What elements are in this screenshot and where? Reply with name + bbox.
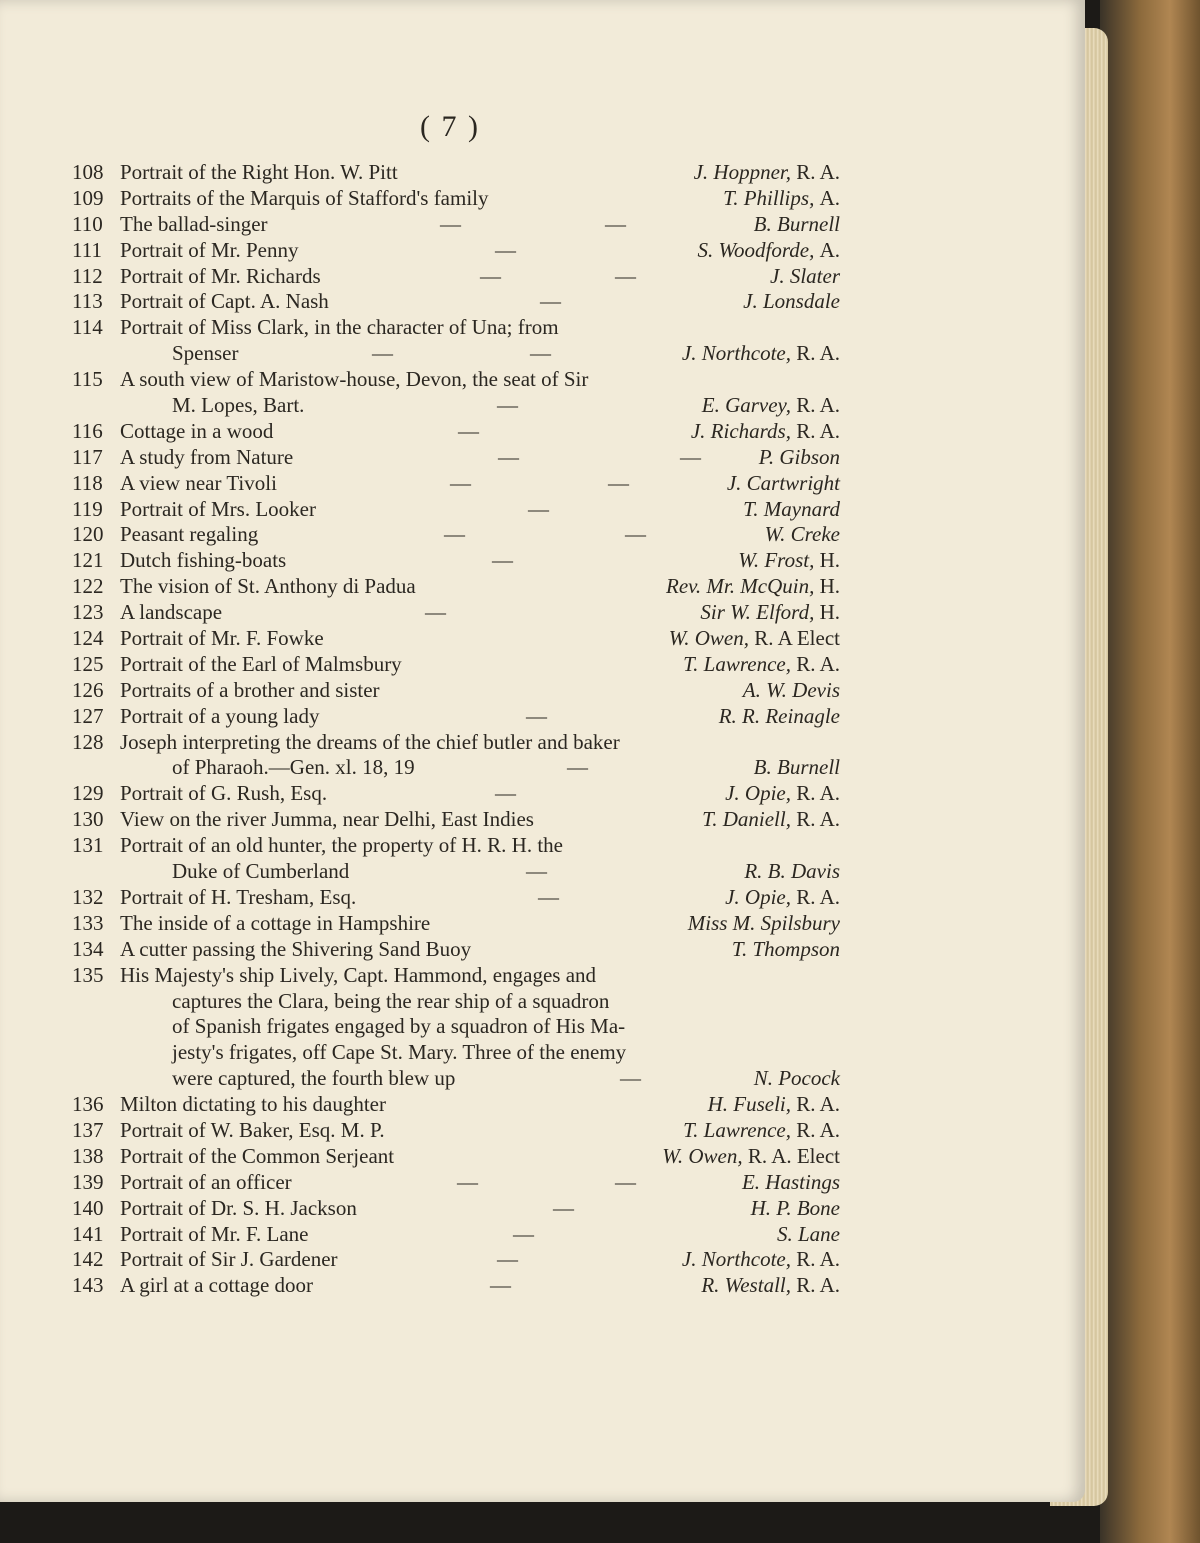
catalogue-line bbox=[0, 937, 1085, 963]
entry-number: 139 bbox=[72, 1169, 104, 1194]
entry-title: Cottage in a wood bbox=[120, 418, 274, 443]
entry-dash: — bbox=[497, 1247, 518, 1272]
entry-artist bbox=[738, 548, 840, 574]
entry-dash: — bbox=[605, 211, 626, 236]
catalogue-line bbox=[0, 807, 1085, 833]
entry-number: 135 bbox=[72, 962, 104, 987]
entry-number: 133 bbox=[72, 910, 104, 935]
catalogue-line bbox=[0, 212, 1085, 238]
catalogue-line bbox=[0, 1040, 1085, 1066]
entry-number: 122 bbox=[72, 574, 104, 599]
entry-title: Portrait of G. Rush, Esq. bbox=[120, 781, 328, 806]
entry-number: 127 bbox=[72, 703, 104, 728]
entry-dash: — bbox=[444, 522, 465, 547]
entry-artist bbox=[702, 393, 840, 419]
artist-name: R. R. Reinagle bbox=[718, 703, 840, 728]
entry-artist bbox=[765, 522, 840, 548]
entry-number: 119 bbox=[72, 496, 103, 521]
artist-rank: R. A. bbox=[796, 393, 840, 418]
entry-title: Spenser bbox=[172, 341, 239, 366]
artist-name: A. W. Devis bbox=[742, 677, 840, 702]
catalogue-line bbox=[0, 1222, 1085, 1248]
catalogue-line bbox=[0, 859, 1085, 885]
catalogue-line bbox=[0, 289, 1085, 315]
entry-dash: — bbox=[513, 1221, 534, 1246]
artist-rank: A. bbox=[819, 185, 840, 210]
entry-number: 125 bbox=[72, 651, 104, 676]
entry-title: Portrait of Sir J. Gardener bbox=[120, 1247, 338, 1272]
entry-dash: — bbox=[490, 1273, 511, 1298]
entry-number: 114 bbox=[72, 315, 103, 340]
entry-artist bbox=[754, 755, 840, 781]
entry-title: A study from Nature bbox=[120, 444, 294, 469]
entry-title: Portrait of an old hunter, the property of H. R. H. the bbox=[120, 833, 563, 858]
catalogue-line bbox=[0, 497, 1085, 523]
artist-name: W. Owen, bbox=[668, 626, 749, 651]
artist-rank: R. A. bbox=[796, 160, 840, 184]
entry-dash: — bbox=[457, 1169, 478, 1194]
entry-artist bbox=[743, 497, 840, 523]
entry-title: View on the river Jumma, near Delhi, East Indies bbox=[120, 807, 534, 832]
entry-dash: — bbox=[425, 600, 446, 625]
artist-rank: R. A. bbox=[796, 1117, 840, 1142]
artist-rank: H. bbox=[819, 548, 840, 573]
catalogue-entries bbox=[0, 160, 1085, 1299]
entry-title: The vision of St. Anthony di Padua bbox=[120, 574, 416, 599]
entry-number: 109 bbox=[72, 185, 104, 210]
catalogue-line bbox=[0, 781, 1085, 807]
artist-rank: R. A. bbox=[796, 884, 840, 909]
catalogue-line bbox=[0, 1014, 1085, 1040]
artist-name: T. Thompson bbox=[731, 936, 840, 961]
artist-name: J. Northcote, bbox=[681, 341, 791, 366]
artist-name: H. Fuseli, bbox=[707, 1092, 791, 1117]
entry-dash: — bbox=[680, 444, 701, 469]
catalogue-line bbox=[0, 367, 1085, 393]
catalogue-line bbox=[0, 730, 1085, 756]
entry-title: Portrait of Mrs. Looker bbox=[120, 496, 316, 521]
entry-artist bbox=[669, 626, 840, 652]
entry-number: 116 bbox=[72, 418, 103, 443]
entry-title: Portrait of Miss Clark, in the character of Una; from bbox=[120, 315, 559, 340]
artist-rank: R. A. bbox=[796, 1092, 840, 1117]
entry-dash: — bbox=[495, 237, 516, 262]
entry-title: A cutter passing the Shivering Sand Buoy bbox=[120, 936, 472, 961]
catalogue-line bbox=[0, 522, 1085, 548]
artist-rank: R. A Elect bbox=[754, 626, 840, 651]
entry-number: 111 bbox=[72, 237, 102, 262]
entry-dash: — bbox=[498, 444, 519, 469]
catalogue-line bbox=[0, 315, 1085, 341]
entry-title: Portrait of a young lady bbox=[120, 703, 320, 728]
entry-title: Milton dictating to his daughter bbox=[120, 1092, 386, 1117]
entry-artist bbox=[743, 289, 840, 315]
entry-title: A south view of Maristow-house, Devon, the seat of Sir bbox=[120, 367, 589, 392]
catalogue-line bbox=[0, 652, 1085, 678]
entry-number: 128 bbox=[72, 729, 104, 754]
catalogue-line bbox=[0, 1144, 1085, 1170]
entry-dash: — bbox=[495, 781, 516, 806]
entry-title: M. Lopes, Bart. bbox=[172, 393, 305, 418]
entry-dash: — bbox=[528, 496, 549, 521]
entry-dash: — bbox=[492, 548, 513, 573]
artist-name: J. Lonsdale bbox=[743, 289, 840, 314]
entry-artist bbox=[683, 652, 840, 678]
entry-artist bbox=[744, 859, 840, 885]
entry-artist bbox=[683, 1118, 840, 1144]
entry-title: Portrait of H. Tresham, Esq. bbox=[120, 884, 357, 909]
entry-number: 132 bbox=[72, 884, 104, 909]
entry-number: 141 bbox=[72, 1221, 104, 1246]
artist-name: W. Owen, bbox=[662, 1143, 743, 1168]
artist-name: J. Opie, bbox=[725, 781, 791, 806]
entry-number: 113 bbox=[72, 289, 103, 314]
entry-dash: — bbox=[497, 393, 518, 418]
artist-name: W. Creke bbox=[764, 522, 840, 547]
entry-dash: — bbox=[615, 1169, 636, 1194]
entry-title: His Majesty's ship Lively, Capt. Hammond, engages and bbox=[120, 962, 597, 987]
entry-number: 112 bbox=[72, 263, 103, 288]
entry-dash: — bbox=[458, 418, 479, 443]
artist-name: Miss M. Spilsbury bbox=[687, 910, 840, 935]
entry-number: 121 bbox=[72, 548, 104, 573]
entry-number: 136 bbox=[72, 1092, 104, 1117]
entry-dash: — bbox=[526, 703, 547, 728]
artist-name: J. Richards, bbox=[690, 418, 791, 443]
catalogue-line bbox=[0, 341, 1085, 367]
artist-rank: R. A. bbox=[796, 341, 840, 366]
entry-number: 130 bbox=[72, 807, 104, 832]
entry-title: Portrait of Dr. S. H. Jackson bbox=[120, 1195, 357, 1220]
entry-title: were captured, the fourth blew up bbox=[172, 1066, 456, 1091]
entry-title: The inside of a cottage in Hampshire bbox=[120, 910, 431, 935]
entry-artist bbox=[700, 600, 840, 626]
artist-rank: R. A. bbox=[796, 651, 840, 676]
entry-artist bbox=[702, 807, 840, 833]
catalogue-line bbox=[0, 704, 1085, 730]
artist-name: J. Cartwright bbox=[726, 470, 840, 495]
entry-number: 126 bbox=[72, 677, 104, 702]
catalogue-line bbox=[0, 1247, 1085, 1273]
catalogue-line bbox=[0, 1273, 1085, 1299]
entry-title: A landscape bbox=[120, 600, 223, 625]
entry-artist bbox=[682, 1247, 840, 1273]
entry-number: 108 bbox=[72, 160, 104, 184]
catalogue-line bbox=[0, 626, 1085, 652]
entry-title: Portrait of Capt. A. Nash bbox=[120, 289, 329, 314]
entry-title: Portrait of an officer bbox=[120, 1169, 292, 1194]
artist-name: J. Northcote, bbox=[681, 1247, 791, 1272]
catalogue-line bbox=[0, 548, 1085, 574]
artist-name: P. Gibson bbox=[758, 444, 840, 469]
entry-dash: — bbox=[608, 470, 629, 495]
artist-rank: R. A. bbox=[796, 1273, 840, 1298]
entry-artist bbox=[770, 264, 840, 290]
entry-title: Portrait of W. Baker, Esq. M. P. bbox=[120, 1117, 385, 1142]
entry-title: Portrait of Mr. Richards bbox=[120, 263, 321, 288]
entry-dash: — bbox=[615, 263, 636, 288]
entry-title: of Pharaoh.—Gen. xl. 18, 19 bbox=[172, 755, 415, 780]
entry-artist bbox=[719, 704, 840, 730]
catalogue-line bbox=[0, 393, 1085, 419]
artist-name: J. Hoppner, bbox=[693, 160, 791, 184]
entry-artist bbox=[701, 1273, 840, 1299]
entry-number: 134 bbox=[72, 936, 104, 961]
catalogue-line bbox=[0, 1118, 1085, 1144]
entry-dash: — bbox=[538, 884, 559, 909]
catalogue-line bbox=[0, 911, 1085, 937]
catalogue-line bbox=[0, 1066, 1085, 1092]
artist-name: Rev. Mr. McQuin, bbox=[666, 574, 815, 599]
book-cover-edge bbox=[1100, 0, 1200, 1543]
artist-rank: A. bbox=[819, 237, 840, 262]
artist-rank: H. bbox=[819, 574, 840, 599]
entry-number: 123 bbox=[72, 600, 104, 625]
entry-number: 124 bbox=[72, 626, 104, 651]
catalogue-line bbox=[0, 264, 1085, 290]
entry-artist bbox=[754, 1066, 840, 1092]
entry-artist bbox=[694, 160, 840, 186]
catalogue-line bbox=[0, 963, 1085, 989]
entry-title: Joseph interpreting the dreams of the chief butler and baker bbox=[120, 729, 620, 754]
entry-artist bbox=[708, 1092, 840, 1118]
entry-number: 140 bbox=[72, 1195, 104, 1220]
entry-title: The ballad-singer bbox=[120, 211, 268, 236]
artist-name: T. Lawrence, bbox=[683, 651, 791, 676]
entry-artist bbox=[725, 885, 840, 911]
artist-name: N. Pocock bbox=[753, 1066, 840, 1091]
entry-number: 143 bbox=[72, 1273, 104, 1298]
entry-dash: — bbox=[620, 1066, 641, 1091]
entry-dash: — bbox=[480, 263, 501, 288]
catalogue-line bbox=[0, 1196, 1085, 1222]
entry-number: 138 bbox=[72, 1143, 104, 1168]
entry-title: Portrait of the Right Hon. W. Pitt bbox=[120, 160, 398, 184]
entry-title: Portraits of a brother and sister bbox=[120, 677, 380, 702]
entry-dash: — bbox=[526, 859, 547, 884]
entry-dash: — bbox=[372, 341, 393, 366]
entry-title: Dutch fishing-boats bbox=[120, 548, 287, 573]
entry-artist bbox=[662, 1144, 840, 1170]
entry-artist bbox=[725, 781, 840, 807]
entry-dash: — bbox=[440, 211, 461, 236]
entry-title: Peasant regaling bbox=[120, 522, 259, 547]
entry-title: Portrait of Mr. Penny bbox=[120, 237, 299, 262]
artist-name: R. B. Davis bbox=[744, 859, 840, 884]
artist-name: W. Frost, bbox=[738, 548, 815, 573]
catalogue-line bbox=[0, 1092, 1085, 1118]
catalogue-line bbox=[0, 238, 1085, 264]
artist-rank: H. bbox=[819, 600, 840, 625]
entry-artist bbox=[688, 911, 840, 937]
artist-name: Sir W. Elford, bbox=[700, 600, 815, 625]
entry-title: Portrait of Mr. F. Lane bbox=[120, 1221, 309, 1246]
entry-number: 137 bbox=[72, 1117, 104, 1142]
entry-title: Portrait of the Earl of Malmsbury bbox=[120, 651, 402, 676]
catalogue-line bbox=[0, 1170, 1085, 1196]
entry-number: 118 bbox=[72, 470, 103, 495]
entry-number: 120 bbox=[72, 522, 104, 547]
entry-artist bbox=[743, 678, 840, 704]
entry-artist bbox=[723, 186, 840, 212]
entry-title: Portrait of Mr. F. Fowke bbox=[120, 626, 324, 651]
artist-rank: R. A. bbox=[796, 418, 840, 443]
entry-artist bbox=[682, 341, 840, 367]
catalogue-line bbox=[0, 445, 1085, 471]
entry-dash: — bbox=[450, 470, 471, 495]
entry-artist bbox=[754, 212, 840, 238]
artist-name: S. Woodforde, bbox=[697, 237, 815, 262]
entry-dash: — bbox=[567, 755, 588, 780]
artist-name: B. Burnell bbox=[753, 211, 840, 236]
entry-artist bbox=[759, 445, 840, 471]
artist-name: T. Maynard bbox=[743, 496, 840, 521]
artist-name: T. Daniell, bbox=[702, 807, 791, 832]
entry-dash: — bbox=[625, 522, 646, 547]
entry-dash: — bbox=[553, 1195, 574, 1220]
entry-title: captures the Clara, being the rear ship of a squadron bbox=[172, 988, 610, 1013]
catalogue-line bbox=[0, 989, 1085, 1015]
artist-name: H. P. Bone bbox=[750, 1195, 840, 1220]
entry-artist bbox=[742, 1170, 840, 1196]
entry-title: Duke of Cumberland bbox=[172, 859, 350, 884]
artist-rank: R. A. Elect bbox=[747, 1143, 840, 1168]
entry-number: 115 bbox=[72, 367, 103, 392]
entry-number: 117 bbox=[72, 444, 103, 469]
entry-artist bbox=[691, 419, 840, 445]
artist-name: J. Opie, bbox=[725, 884, 791, 909]
entry-number: 129 bbox=[72, 781, 104, 806]
entry-number: 131 bbox=[72, 833, 104, 858]
artist-name: E. Hastings bbox=[741, 1169, 840, 1194]
artist-rank: R. A. bbox=[796, 781, 840, 806]
entry-artist bbox=[666, 574, 840, 600]
artist-name: T. Lawrence, bbox=[683, 1117, 791, 1142]
catalogue-line bbox=[0, 678, 1085, 704]
entry-title: Portraits of the Marquis of Stafford's family bbox=[120, 185, 489, 210]
artist-rank: R. A. bbox=[796, 807, 840, 832]
catalogue-line bbox=[0, 833, 1085, 859]
entry-number: 110 bbox=[72, 211, 103, 236]
artist-name: E. Garvey, bbox=[701, 393, 791, 418]
entry-title: A girl at a cottage door bbox=[120, 1273, 314, 1298]
entry-number: 142 bbox=[72, 1247, 104, 1272]
entry-dash: — bbox=[540, 289, 561, 314]
artist-name: S. Lane bbox=[777, 1221, 840, 1246]
artist-rank: R. A. bbox=[796, 1247, 840, 1272]
entry-title: jesty's frigates, off Cape St. Mary. Three of the enemy bbox=[172, 1040, 627, 1065]
catalogue-line bbox=[0, 419, 1085, 445]
catalogue-line bbox=[0, 471, 1085, 497]
entry-artist bbox=[777, 1222, 840, 1248]
page-number: ( 7 ) bbox=[420, 110, 480, 143]
artist-name: B. Burnell bbox=[753, 755, 840, 780]
catalogue-line bbox=[0, 755, 1085, 781]
entry-title: A view near Tivoli bbox=[120, 470, 277, 495]
artist-name: R. Westall, bbox=[701, 1273, 791, 1298]
entry-artist bbox=[727, 471, 840, 497]
catalogue-line bbox=[0, 885, 1085, 911]
entry-title: Portrait of the Common Serjeant bbox=[120, 1143, 395, 1168]
catalogue-line bbox=[0, 600, 1085, 626]
artist-name: J. Slater bbox=[770, 263, 840, 288]
entry-dash: — bbox=[530, 341, 551, 366]
catalogue-line bbox=[0, 574, 1085, 600]
entry-artist bbox=[732, 937, 840, 963]
entry-title: of Spanish frigates engaged by a squadron of His Ma- bbox=[172, 1014, 626, 1039]
catalogue-line bbox=[0, 186, 1085, 212]
entry-artist bbox=[751, 1196, 840, 1222]
catalogue-line bbox=[0, 160, 1085, 186]
entry-artist bbox=[697, 238, 840, 264]
artist-name: T. Phillips, bbox=[723, 185, 815, 210]
